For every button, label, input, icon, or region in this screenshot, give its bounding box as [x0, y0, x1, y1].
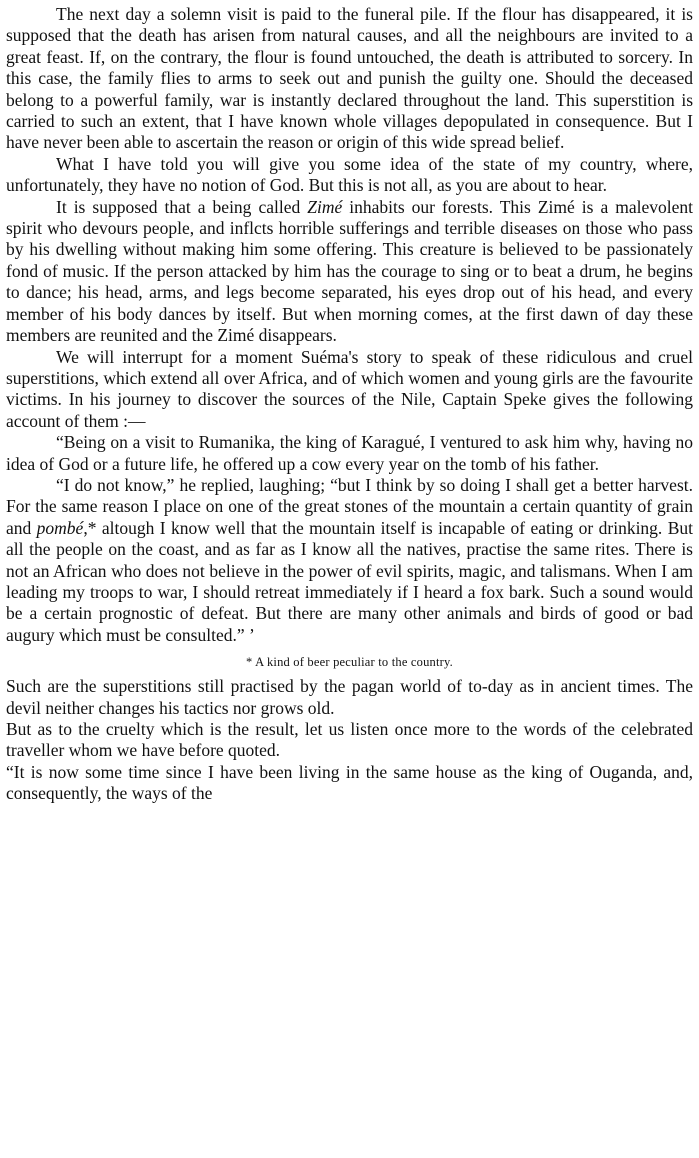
- paragraph-interrupt-story: We will interrupt for a moment Suéma's story to speak of these ridiculous and cruel superstitions, which extend all over Africa, and of which women and young girls are the favourite victims. In his journey to discover the sources of the Nile, Captain Speke gives the following account of them :—: [6, 346, 693, 431]
- paragraph-cruelty: But as to the cruelty which is the result, let us listen once more to the words of the celebrated traveller whom we have before quoted.: [6, 719, 693, 761]
- pombe-text-after: ,* altough I know well that the mountain itself is incapable of eating or drinking. But all the people on the coast, and as far as I know all the natives, practise the same rites. There is not an African who does not believe in the power of evil spirits, magic, and talismans. When I am leading my troops to war, I should retreat immediately if I heard a fox bark. Such a sound would be a certain prognostic of defeat. But there are many other animals and birds of good or bad augury which must be consulted.” ’: [6, 517, 693, 645]
- main-text-continued: [6, 676, 693, 804]
- zime-text-before: It is supposed that a being called: [56, 196, 308, 217]
- paragraph-king-of-ouganda: “It is now some time since I have been living in the same house as the king of Ouganda, and, consequently, the ways of the: [6, 761, 693, 804]
- zime-italic: Zimé: [307, 196, 343, 217]
- pombe-text-before: “I do not know,” he replied, laughing; “but I think by so doing I shall get a better harvest. For the same reason I place on one of the great stones of the mountain a certain quantity of grain and: [6, 474, 693, 538]
- paragraph-superstitions-practised: Such are the superstitions still practised by the pagan world of to-day as in ancient times. The devil neither changes his tactics nor grows old.: [6, 676, 693, 718]
- paragraph-no-notion-of-god: What I have told you will give you some idea of the state of my country, where, unfortunately, they have no notion of God. But this is not all, as you are about to hear.: [6, 153, 693, 196]
- paragraph-rumanika-visit: “Being on a visit to Rumanika, the king of Karagué, I ventured to ask him why, having no idea of God or a future life, he offered up a cow every year on the tomb of his father.: [6, 432, 693, 474]
- main-text: [6, 4, 693, 646]
- paragraph-funeral-pile: The next day a solemn visit is paid to the funeral pile. If the flour has disappeared, it is supposed that the death has arisen from natural causes, and all the neighbours are invited to a great feast. If, on the contrary, the flour is found untouched, the death is attributed to sorcery. In this case, the family flies to arms to seek out and punish the guilty one. Should the deceased belong to a powerful family, war is instantly declared throughout the land. This superstition is carried to such an extent, that I have known whole villages depopulated in consequence. But I have never been able to ascertain the reason or origin of this wide spread belief.: [6, 4, 693, 153]
- zime-text-after: inhabits our forests. This Zimé is a malevolent spirit who devours people, and inflcts horrible sufferings and terrible diseases on those who pass by his dwelling without making him some offering. This creature is believed to be passionately fond of music. If the person attacked by him has the courage to sing or to beat a drum, he begins to dance; his head, arms, and legs become separated, his eyes drop out of his head, and every member of his body dances by itself. But when morning comes, at the first dawn of day these members are reunited and the Zimé disappears.: [6, 196, 693, 346]
- footnote: * A kind of beer peculiar to the country.: [246, 655, 453, 670]
- paragraph-zime: [6, 197, 693, 347]
- pombe-italic: pombé: [36, 517, 84, 538]
- paragraph-rumanika-reply: [6, 475, 693, 646]
